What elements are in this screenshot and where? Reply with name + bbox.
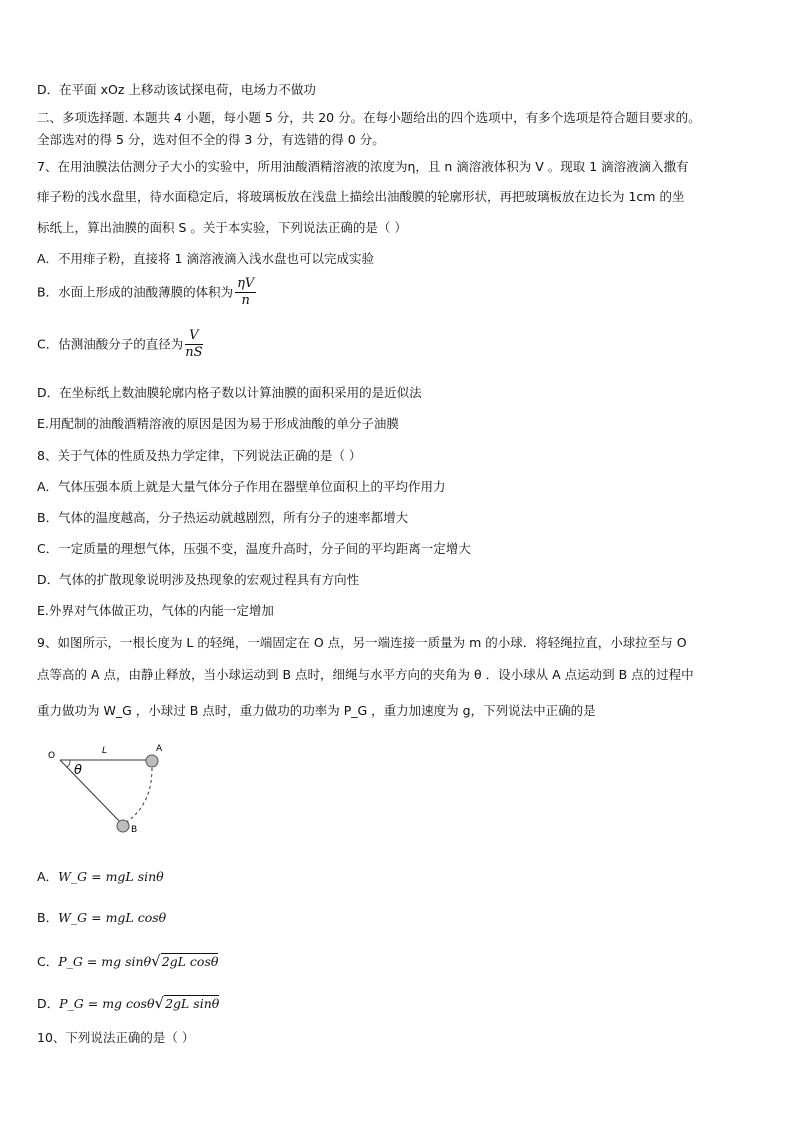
option-a-expression: W_G = mgL sinθ <box>58 869 164 884</box>
question-10-stem: 10、下列说法正确的是（ ） <box>37 1030 195 1045</box>
option-a-label: A． <box>37 869 59 884</box>
label-theta: θ <box>74 763 82 778</box>
question-7-option-c <box>37 328 203 361</box>
option-d-radicand: 2gL sinθ <box>165 996 220 1011</box>
question-7-option-d: D．在坐标纸上数油膜轮廓内格子数以计算油膜的面积采用的是近似法 <box>37 385 422 400</box>
section-2-scoring: 全部选对的得 5 分，选对但不全的得 3 分，有选错的得 0 分。 <box>37 132 385 147</box>
sqrt-sign: √ <box>151 952 161 970</box>
question-8-option-d: D．气体的扩散现象说明涉及热现象的宏观过程具有方向性 <box>37 572 360 587</box>
pendulum-figure <box>40 740 190 840</box>
option-d-label: D． <box>37 996 60 1011</box>
option-c-expression: P_G = mg sinθ <box>58 954 152 969</box>
fraction-denominator: n <box>241 293 250 308</box>
question-7-option-e: E.用配制的油酸酒精溶液的原因是因为易于形成油酸的单分子油膜 <box>37 416 399 431</box>
question-8-stem: 8、关于气体的性质及热力学定律，下列说法正确的是（ ） <box>37 448 362 463</box>
question-9-option-b <box>37 910 166 926</box>
sqrt-sign: √ <box>154 994 165 1012</box>
question-7-option-b <box>37 276 256 309</box>
label-b: B <box>131 825 138 835</box>
label-o: O <box>48 751 56 761</box>
rope-ob <box>60 760 123 825</box>
question-8-option-e: E.外界对气体做正功，气体的内能一定增加 <box>37 603 274 618</box>
question-6-option-d: D．在平面 xOz 上移动该试探电荷，电场力不做功 <box>37 82 316 97</box>
option-c-radicand: 2gL cosθ <box>161 954 219 969</box>
question-9-stem-3: 重力做功为 W_G ，小球过 B 点时，重力做功的功率为 P_G ，重力加速度为 g，下列说法中正确的是 <box>37 703 596 718</box>
fraction-numerator: V <box>185 328 202 345</box>
question-7-option-a: A．不用痱子粉，直接将 1 滴溶液滴入浅水盘也可以完成实验 <box>37 251 374 266</box>
question-9-option-d <box>37 995 219 1012</box>
question-8-option-b: B．气体的温度越高，分子热运动就越剧烈，所有分子的速率都增大 <box>37 510 409 525</box>
question-7-stem-2: 痱子粉的浅水盘里，待水面稳定后，将玻璃板放在浅盘上描绘出油酸膜的轮廓形状，再把玻璃板放在边长为 1cm 的坐 <box>37 189 685 204</box>
question-7-stem-3: 标纸上，算出油膜的面积 S 。关于本实验，下列说法正确的是（ ） <box>37 220 407 235</box>
fraction-numerator: ηV <box>237 276 255 291</box>
volume-fraction <box>235 276 256 309</box>
label-l: L <box>102 746 108 756</box>
question-9-option-c <box>37 953 218 970</box>
option-c-label: C． <box>37 954 59 969</box>
question-9-stem-1: 9、如图所示，一根长度为 L 的轻绳，一端固定在 O 点，另一端连接一质量为 m 的小球．将轻绳拉直，小球拉至与 O <box>37 635 687 650</box>
ball-path-arc <box>118 768 152 827</box>
option-b-label: B． <box>37 910 59 925</box>
question-8-option-c: C．一定质量的理想气体，压强不变，温度升高时，分子间的平均距离一定增大 <box>37 541 471 556</box>
option-b-expression: W_G = mgL cosθ <box>58 910 167 925</box>
question-8-option-a: A．气体压强本质上就是大量气体分子作用在器壁单位面积上的平均作用力 <box>37 479 446 494</box>
ball-a <box>146 755 158 767</box>
label-a: A <box>156 744 163 754</box>
question-9-option-a <box>37 869 164 885</box>
diameter-fraction <box>185 328 202 361</box>
option-d-expression: P_G = mg cosθ <box>59 996 155 1011</box>
ball-b <box>117 820 129 832</box>
theta-angle-arc <box>66 760 70 767</box>
fraction-denominator: nS <box>185 345 203 360</box>
option-c-text: C．估测油酸分子的直径为 <box>37 336 184 352</box>
option-b-text: B．水面上形成的油酸薄膜的体积为 <box>37 284 234 300</box>
question-7-stem-1: 7、在用油膜法估测分子大小的实验中，所用油酸酒精溶液的浓度为η，且 n 滴溶液体积为 V 。现取 1 滴溶液滴入撒有 <box>37 159 689 174</box>
question-9-stem-2: 点等高的 A 点，由静止释放，当小球运动到 B 点时，细绳与水平方向的夹角为 θ ．设小球从 A 点运动到 B 点的过程中 <box>37 667 694 682</box>
section-2-header: 二、多项选择题. 本题共 4 小题，每小题 5 分，共 20 分。在每小题给出的四个选项中，有多个选项是符合题目要求的。 <box>37 110 701 125</box>
